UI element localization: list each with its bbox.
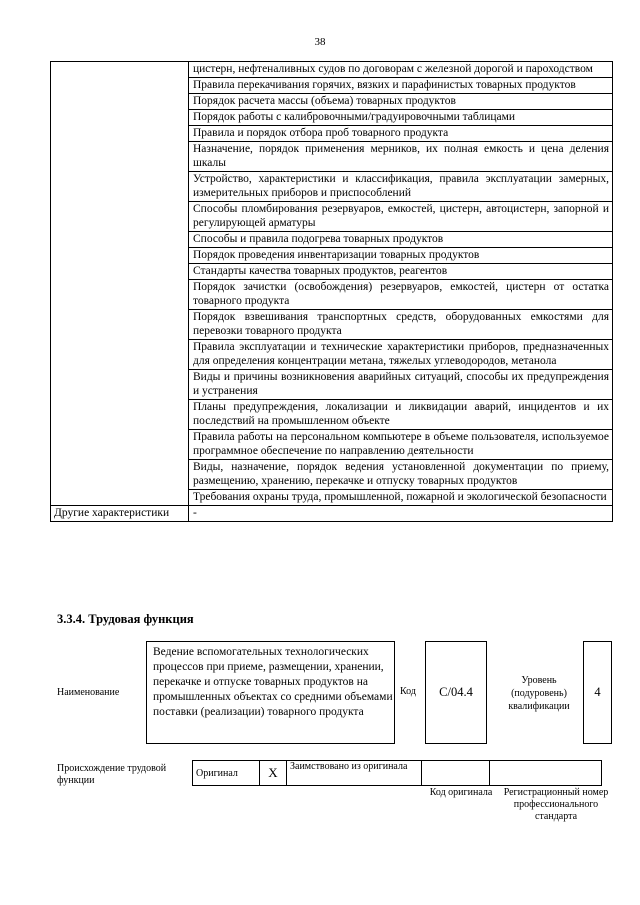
origin-original-cell: Оригинал <box>193 761 260 786</box>
origin-original-mark: X <box>260 761 287 786</box>
other-characteristics-label: Другие характеристики <box>51 506 189 522</box>
origin-code-cell <box>422 761 490 786</box>
knowledge-label-cell <box>51 62 189 506</box>
knowledge-item: цистерн, нефтеналивных судов по договорам с железной дорогой и пароходством <box>189 62 613 78</box>
origin-label: Происхождение трудовой функции <box>57 763 167 786</box>
origin-reg-caption: Регистрационный номер профессионального стандарта <box>503 787 609 822</box>
knowledge-item: Способы пломбирования резервуаров, емкостей, цистерн, автоцистерн, запорной и регулирующей арматуры <box>189 202 613 232</box>
knowledge-item: Порядок взвешивания транспортных средств, оборудованных емкостями для перевозки товарного продукта <box>189 310 613 340</box>
knowledge-item: Требования охраны труда, промышленной, пожарной и экологической безопасности <box>189 490 613 506</box>
name-label: Наименование <box>57 687 120 698</box>
knowledge-item: Способы и правила подогрева товарных продуктов <box>189 232 613 248</box>
knowledge-item: Порядок расчета массы (объема) товарных продуктов <box>189 94 613 110</box>
knowledge-item: Планы предупреждения, локализации и ликвидации аварий, инцидентов и их последствий на промышленном объекте <box>189 400 613 430</box>
knowledge-table <box>50 61 613 522</box>
knowledge-item: Назначение, порядок применения мерников, их полная емкость и цена деления шкалы <box>189 142 613 172</box>
other-characteristics-value: - <box>189 506 613 522</box>
knowledge-item: Устройство, характеристики и классификация, правила эксплуатации замерных, измерительных приборов и приспособлений <box>189 172 613 202</box>
page-number: 38 <box>314 36 326 48</box>
qualification-level-label: Уровень (подуровень) квалификации <box>508 675 570 712</box>
knowledge-item: Правила и порядок отбора проб товарного продукта <box>189 126 613 142</box>
knowledge-item: Правила эксплуатации и технические характеристики приборов, предназначенных для определения концентрации метана, тяжелых углеводородов, метанола <box>189 340 613 370</box>
knowledge-item: Виды, назначение, порядок ведения установленной документации по приему, размещению, хранению, перекачке и отпуску товарных продуктов <box>189 460 613 490</box>
origin-borrowed-cell: Заимствовано из оригинала <box>287 761 422 786</box>
knowledge-item: Порядок зачистки (освобождения) резервуаров, емкостей, цистерн от остатка товарного продукта <box>189 280 613 310</box>
function-name-box: Ведение вспомогательных технологических процессов при приеме, размещении, хранении, перекачке и отпуске товарных продуктов на промышленных объектах со средними объемами поставки (реализации) товарного продукта <box>146 641 395 744</box>
knowledge-item: Правила работы на персональном компьютере в объеме пользователя, используемое программное обеспечение по направлению деятельности <box>189 430 613 460</box>
origin-code-caption: Код оригинала <box>429 787 493 798</box>
table-row <box>51 506 613 522</box>
knowledge-item: Стандарты качества товарных продуктов, реагентов <box>189 264 613 280</box>
knowledge-item: Порядок работы с калибровочными/градуировочными таблицами <box>189 110 613 126</box>
qualification-level-box: 4 <box>583 641 612 744</box>
code-label: Код <box>400 686 416 697</box>
table-row <box>51 62 613 78</box>
origin-reg-cell <box>490 761 602 786</box>
knowledge-item: Правила перекачивания горячих, вязких и парафинистых товарных продуктов <box>189 78 613 94</box>
origin-table <box>192 760 602 786</box>
knowledge-item: Порядок проведения инвентаризации товарных продуктов <box>189 248 613 264</box>
function-code-box: С/04.4 <box>425 641 487 744</box>
knowledge-item: Виды и причины возникновения аварийных ситуаций, способы их предупреждения и устранения <box>189 370 613 400</box>
section-title: 3.3.4. Трудовая функция <box>57 612 194 626</box>
